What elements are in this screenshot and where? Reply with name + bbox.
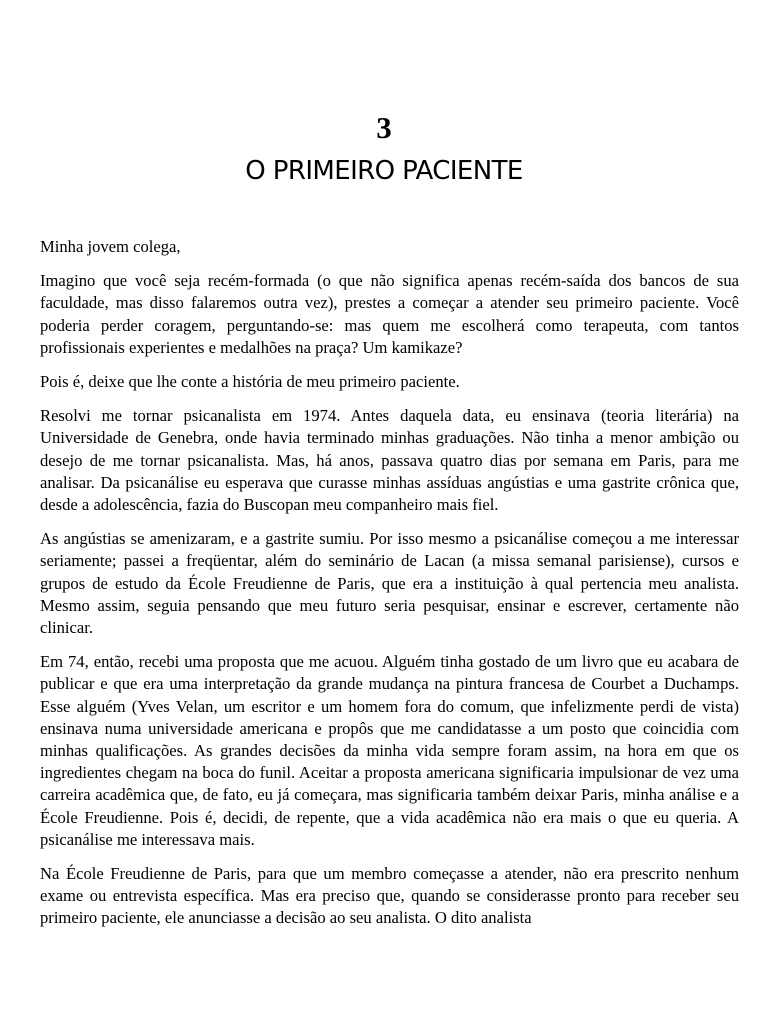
body-text <box>40 236 739 942</box>
chapter-title: O PRIMEIRO PACIENTE <box>245 156 523 186</box>
salutation: Minha jovem colega, <box>40 237 181 256</box>
paragraph: Resolvi me tornar psicanalista em 1974. Antes daquela data, eu ensinava (teoria literária) na Universidade de Genebra, onde havia terminado minhas graduações. Não tinha a menor ambição ou desejo de me tornar psicanalista. Mas, há anos, passava quatro dias por semana em Paris, para me analisar. Da psicanálise eu esperava que curasse minhas assíduas angústias e uma gastrite crônica que, desde a adolescência, fazia do Buscopan meu companheiro mais fiel. <box>40 406 739 515</box>
paragraph: As angústias se amenizaram, e a gastrite sumiu. Por isso mesmo a psicanálise começou a me interessar seriamente; passei a freqüentar, além do seminário de Lacan (a missa semanal parisiense), cursos e grupos de estudo da École Freudienne de Paris, que era a instituição à qual pertencia meu analista. Mesmo assim, seguia pensando que meu futuro seria pesquisar, ensinar e escrever, certamente não clinicar. <box>40 529 739 638</box>
paragraph: Em 74, então, recebi uma proposta que me acuou. Alguém tinha gostado de um livro que eu acabara de publicar e que era uma interpretação da grande mudança na pintura francesa de Courbet a Duchamps. Esse alguém (Yves Velan, um escritor e um homem fora do comum, que infelizmente perdi de vista) ensinava numa universidade americana e propôs que me candidatasse a um posto que coincidia com minhas qualificações. As grandes decisões da minha vida sempre foram assim, na hora em que os ingredientes chegam na boca do funil. Aceitar a proposta americana significaria impulsionar de vez uma carreira acadêmica que, de fato, eu já começara, mas significaria também deixar Paris, minha análise e a École Freudienne. Pois é, decidi, de repente, que a vida acadêmica não era mais o que eu queria. A psicanálise me interessava mais. <box>40 652 739 849</box>
paragraph: Na École Freudienne de Paris, para que um membro começasse a atender, não era prescrito nenhum exame ou entrevista específica. Mas era preciso que, quando se considerasse pronto para receber seu primeiro paciente, ele anunciasse a decisão ao seu analista. O dito analista <box>40 864 739 928</box>
paragraph: Pois é, deixe que lhe conte a história de meu primeiro paciente. <box>40 372 460 392</box>
paragraph: Imagino que você seja recém-formada (o que não significa apenas recém-saída dos bancos de sua faculdade, mas disso falaremos outra vez), prestes a começar a atender seu primeiro paciente. Você poderia perder coragem, perguntando-se: mas quem me escolherá como terapeuta, com tantos profissionais experientes e medalhões na praça? Um kamikaze? <box>40 271 739 357</box>
chapter-number: 3 <box>376 110 392 145</box>
